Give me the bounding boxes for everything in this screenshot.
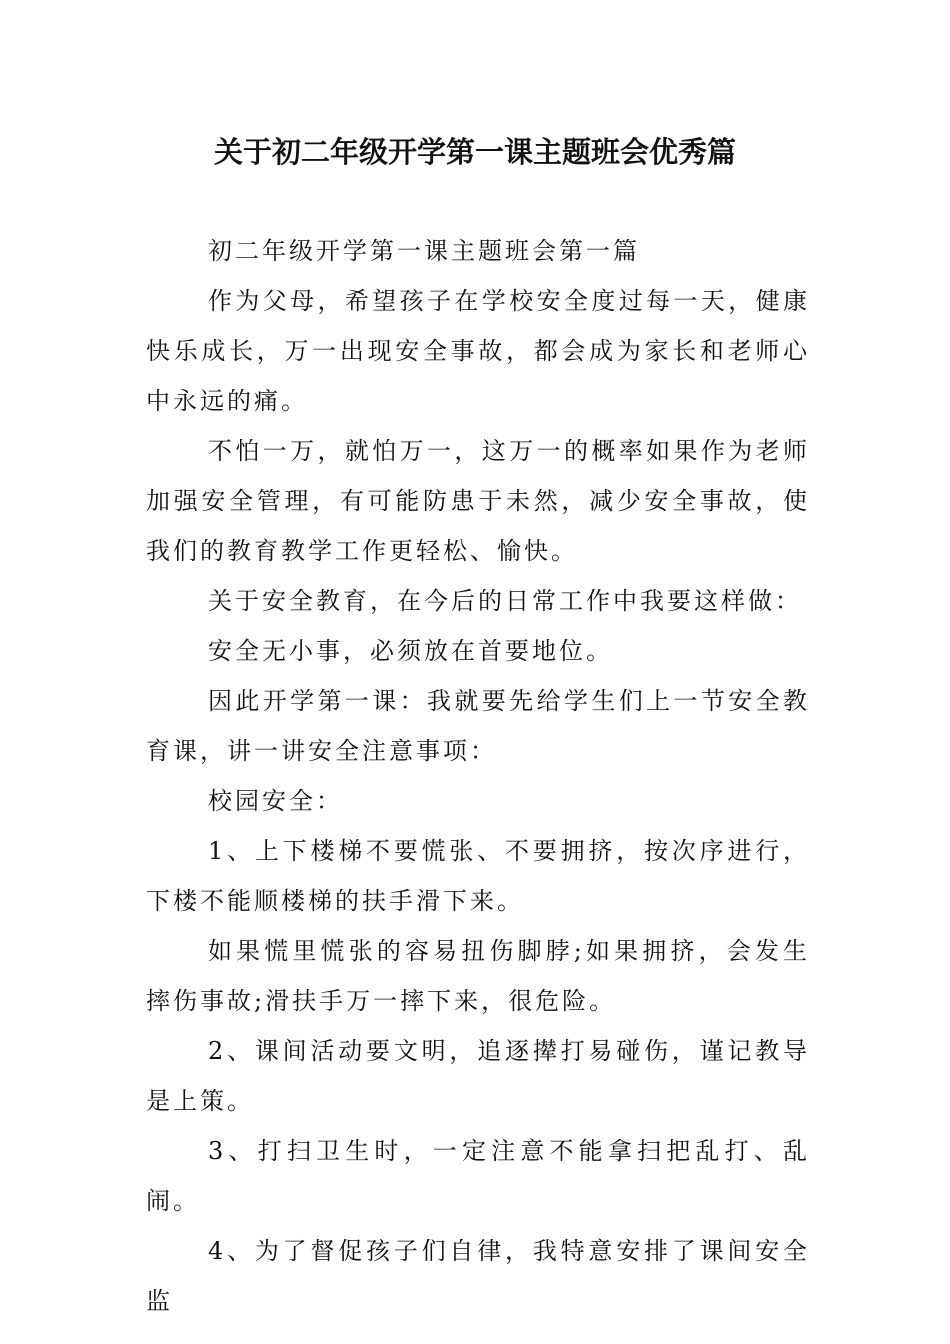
paragraph-subtitle: 初二年级开学第一课主题班会第一篇	[208, 237, 640, 265]
paragraph: 关于安全教育，在今后的日常工作中我要这样做：	[208, 587, 802, 615]
paragraph: 1、上下楼梯不要慌张、不要拥挤，按次序进行，下楼不能顺楼梯的扶手滑下来。	[146, 837, 810, 915]
paragraph: 安全无小事，必须放在首要地位。	[208, 637, 613, 665]
document-title: 关于初二年级开学第一课主题班会优秀篇	[213, 135, 736, 169]
paragraph: 不怕一万，就怕万一，这万一的概率如果作为老师加强安全管理，有可能防患于未然，减少安全事故，使我们的教育教学工作更轻松、愉快。	[146, 437, 810, 565]
paragraph: 3、打扫卫生时，一定注意不能拿扫把乱打、乱闹。	[146, 1137, 810, 1215]
paragraph: 因此开学第一课：我就要先给学生们上一节安全教育课，讲一讲安全注意事项：	[146, 687, 810, 765]
paragraph: 2、课间活动要文明，追逐撵打易碰伤，谨记教导是上策。	[146, 1037, 810, 1115]
document-body	[146, 226, 810, 1326]
paragraph: 校园安全：	[208, 787, 343, 815]
paragraph: 如果慌里慌张的容易扭伤脚脖;如果拥挤，会发生摔伤事故;滑扶手万一摔下来，很危险。	[146, 937, 810, 1015]
paragraph: 作为父母，希望孩子在学校安全度过每一天，健康快乐成长，万一出现安全事故，都会成为家长和老师心中永远的痛。	[146, 287, 810, 415]
paragraph: 4、为了督促孩子们自律，我特意安排了课间安全监	[146, 1237, 810, 1315]
